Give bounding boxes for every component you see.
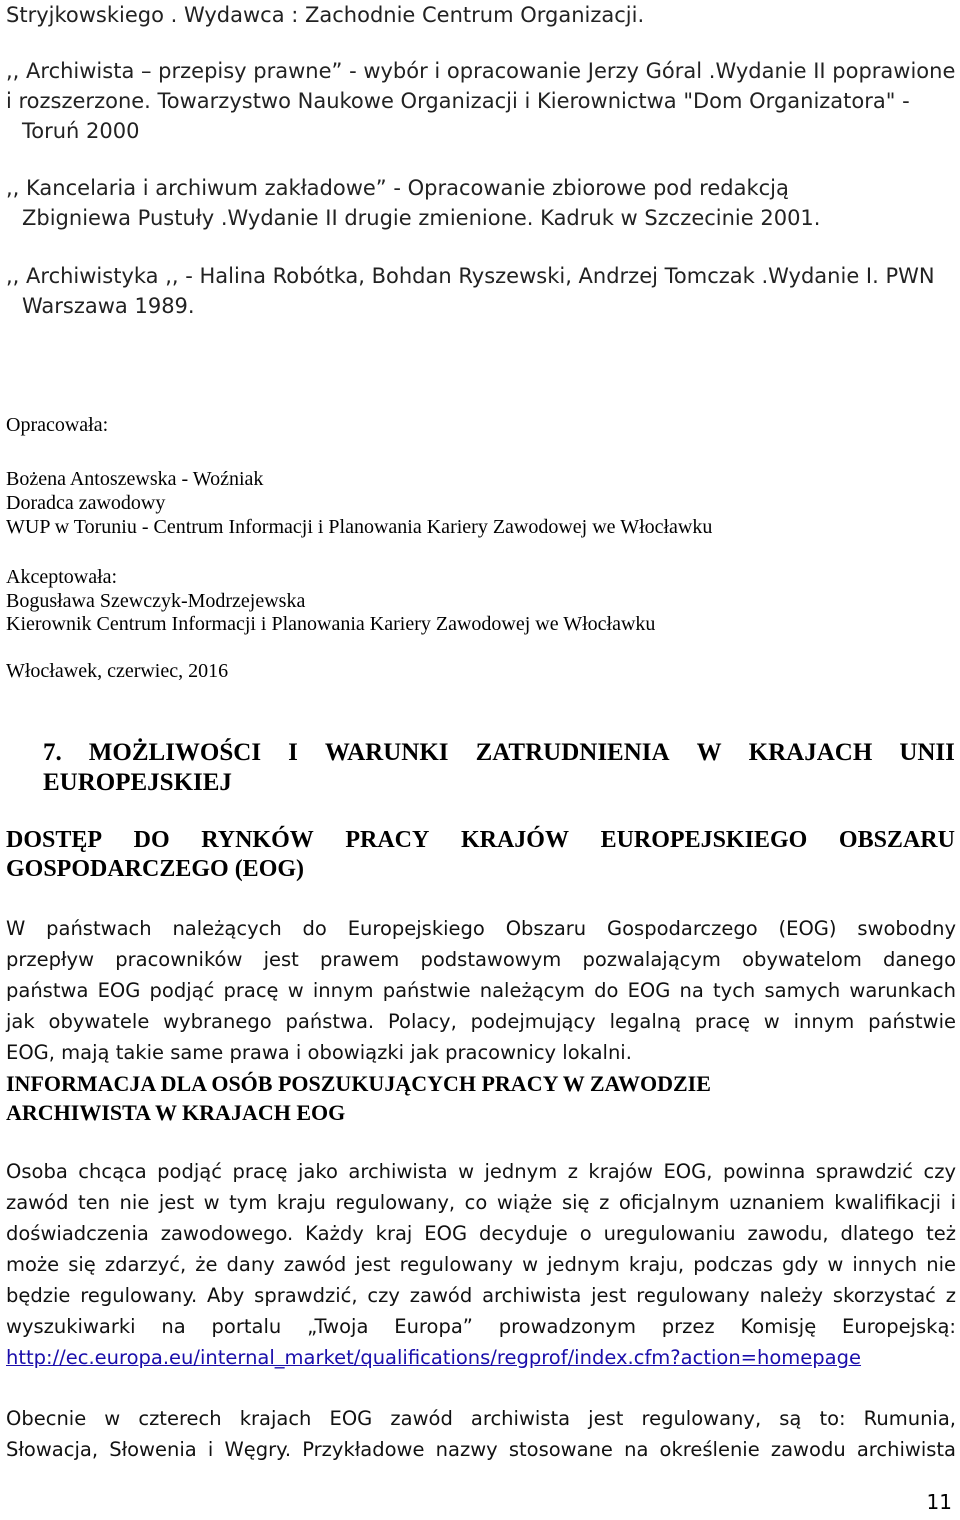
paragraph-line: przepływ pracowników jest prawem podstawowym pozwalającym obywatelom danego xyxy=(6,948,956,971)
section-heading-word: I xyxy=(288,739,298,766)
paragraph-regulated-countries xyxy=(6,1403,956,1465)
acceptor-role: Kierownik Centrum Informacji i Planowania Kariery Zawodowej we Włocławku xyxy=(6,613,656,635)
paragraph-line: Obecnie w czterech krajach EOG zawód archiwista jest regulowany, są to: Rumunia, xyxy=(6,1407,956,1430)
section-heading xyxy=(43,738,955,798)
section-heading-word: MOŻLIWOŚCI xyxy=(88,739,262,766)
subheading-word: DOSTĘP xyxy=(6,827,103,853)
subheading-line-2: GOSPODARCZEGO (EOG) xyxy=(6,856,305,882)
reference-2-line-3: Toruń 2000 xyxy=(22,119,140,143)
link-line xyxy=(6,1342,956,1373)
subheading xyxy=(6,826,955,884)
section-heading-word: UNII xyxy=(899,739,955,766)
reference-3-line-1: ,, Kancelaria i archiwum zakładowe” - Opracowanie zbiorowe pod redakcją xyxy=(6,176,789,200)
info-heading-line-2: ARCHIWISTA W KRAJACH EOG xyxy=(6,1100,346,1125)
subheading-word: KRAJÓW xyxy=(460,827,569,853)
section-heading-word: W xyxy=(696,739,722,766)
paragraph-line: Słowacja, Słowenia i Węgry. Przykładowe nazwy stosowane na określenie zawodu archiwista xyxy=(6,1438,956,1461)
paragraph-free-movement xyxy=(6,913,956,1068)
paragraph-line: jak obywatele wybranego państwa. Polacy, podejmujący legalną pracę w innym państwie xyxy=(6,1010,956,1033)
section-heading-word: WARUNKI xyxy=(324,739,449,766)
paragraph-line: będzie regulowany. Aby sprawdzić, czy zawód archiwista jest regulowany należy skorzystać z xyxy=(6,1284,956,1307)
paragraph-line: Osoba chcąca podjąć pracę jako archiwista w jednym z krajów EOG, powinna sprawdzić czy xyxy=(6,1160,956,1183)
paragraph-line: EOG, mają takie same prawa i obowiązki jak pracownicy lokalni. xyxy=(6,1041,632,1064)
subheading-line-1 xyxy=(6,826,955,855)
acceptor-name: Bogusława Szewczyk-Modrzejewska xyxy=(6,590,306,612)
reference-4-line-1: ,, Archiwistyka ,, - Halina Robótka, Bohdan Ryszewski, Andrzej Tomczak .Wydanie I. PWN xyxy=(6,264,935,288)
subheading-word: EUROPEJSKIEGO xyxy=(600,827,808,853)
reference-4-line-2: Warszawa 1989. xyxy=(22,294,195,318)
subheading-word: DO xyxy=(133,827,170,853)
prepared-by-label: Opracowała: xyxy=(6,414,109,436)
section-heading-word: 7. xyxy=(43,739,62,766)
subheading-word: PRACY xyxy=(345,827,430,853)
paragraph-line: doświadczenia zawodowego. Każdy kraj EOG decyduje o uregulowaniu zawodu, dlatego też xyxy=(6,1222,956,1245)
section-heading-line-2: EUROPEJSKIEJ xyxy=(43,769,232,796)
accepted-by-label: Akceptowała: xyxy=(6,566,118,588)
reference-1-line: Stryjkowskiego . Wydawca : Zachodnie Centrum Organizacji. xyxy=(6,3,645,27)
author-role: Doradca zawodowy xyxy=(6,492,166,514)
reference-2-line-2: i rozszerzone. Towarzystwo Naukowe Organizacji i Kierownictwa "Dom Organizatora" - xyxy=(6,89,910,113)
subheading-word: RYNKÓW xyxy=(201,827,314,853)
author-name: Bożena Antoszewska - Woźniak xyxy=(6,468,264,490)
author-organization: WUP w Toruniu - Centrum Informacji i Planowania Kariery Zawodowej we Włocławku xyxy=(6,516,713,538)
reference-3-line-2: Zbigniewa Pustuły .Wydanie II drugie zmienione. Kadruk w Szczecinie 2001. xyxy=(22,206,821,230)
paragraph-line: państwa EOG podjąć pracę w innym państwie należącym do EOG na tych samych warunkach xyxy=(6,979,956,1002)
paragraph-line: zawód ten nie jest w tym kraju regulowany, co wiąże się z oficjalnym uznaniem kwalifikacji i xyxy=(6,1191,956,1214)
paragraph-regulation xyxy=(6,1156,956,1342)
reference-2-line-1: ,, Archiwista – przepisy prawne” - wybór i opracowanie Jerzy Góral .Wydanie II poprawione xyxy=(6,59,956,83)
place-and-date: Włocławek, czerwiec, 2016 xyxy=(6,660,229,682)
paragraph-line: wyszukiwarki na portalu „Twoja Europa” prowadzonym przez Komisję Europejską: xyxy=(6,1315,956,1338)
section-heading-word: KRAJACH xyxy=(748,739,873,766)
page-number: 11 xyxy=(926,1490,952,1514)
section-heading-line-1 xyxy=(43,738,955,768)
paragraph-line: może się zdarzyć, że dany zawód jest regulowany w jednym kraju, podczas gdy w innych nie xyxy=(6,1253,956,1276)
info-heading-line-1: INFORMACJA DLA OSÓB POSZUKUJĄCYCH PRACY W ZAWODZIE xyxy=(6,1071,711,1096)
info-heading xyxy=(6,1069,711,1127)
subheading-word: OBSZARU xyxy=(838,827,955,853)
regprof-link[interactable]: http://ec.europa.eu/internal_market/qualifications/regprof/index.cfm?action=homepage xyxy=(6,1346,862,1369)
paragraph-line: W państwach należących do Europejskiego Obszaru Gospodarczego (EOG) swobodny xyxy=(6,917,956,940)
section-heading-word: ZATRUDNIENIA xyxy=(475,739,670,766)
